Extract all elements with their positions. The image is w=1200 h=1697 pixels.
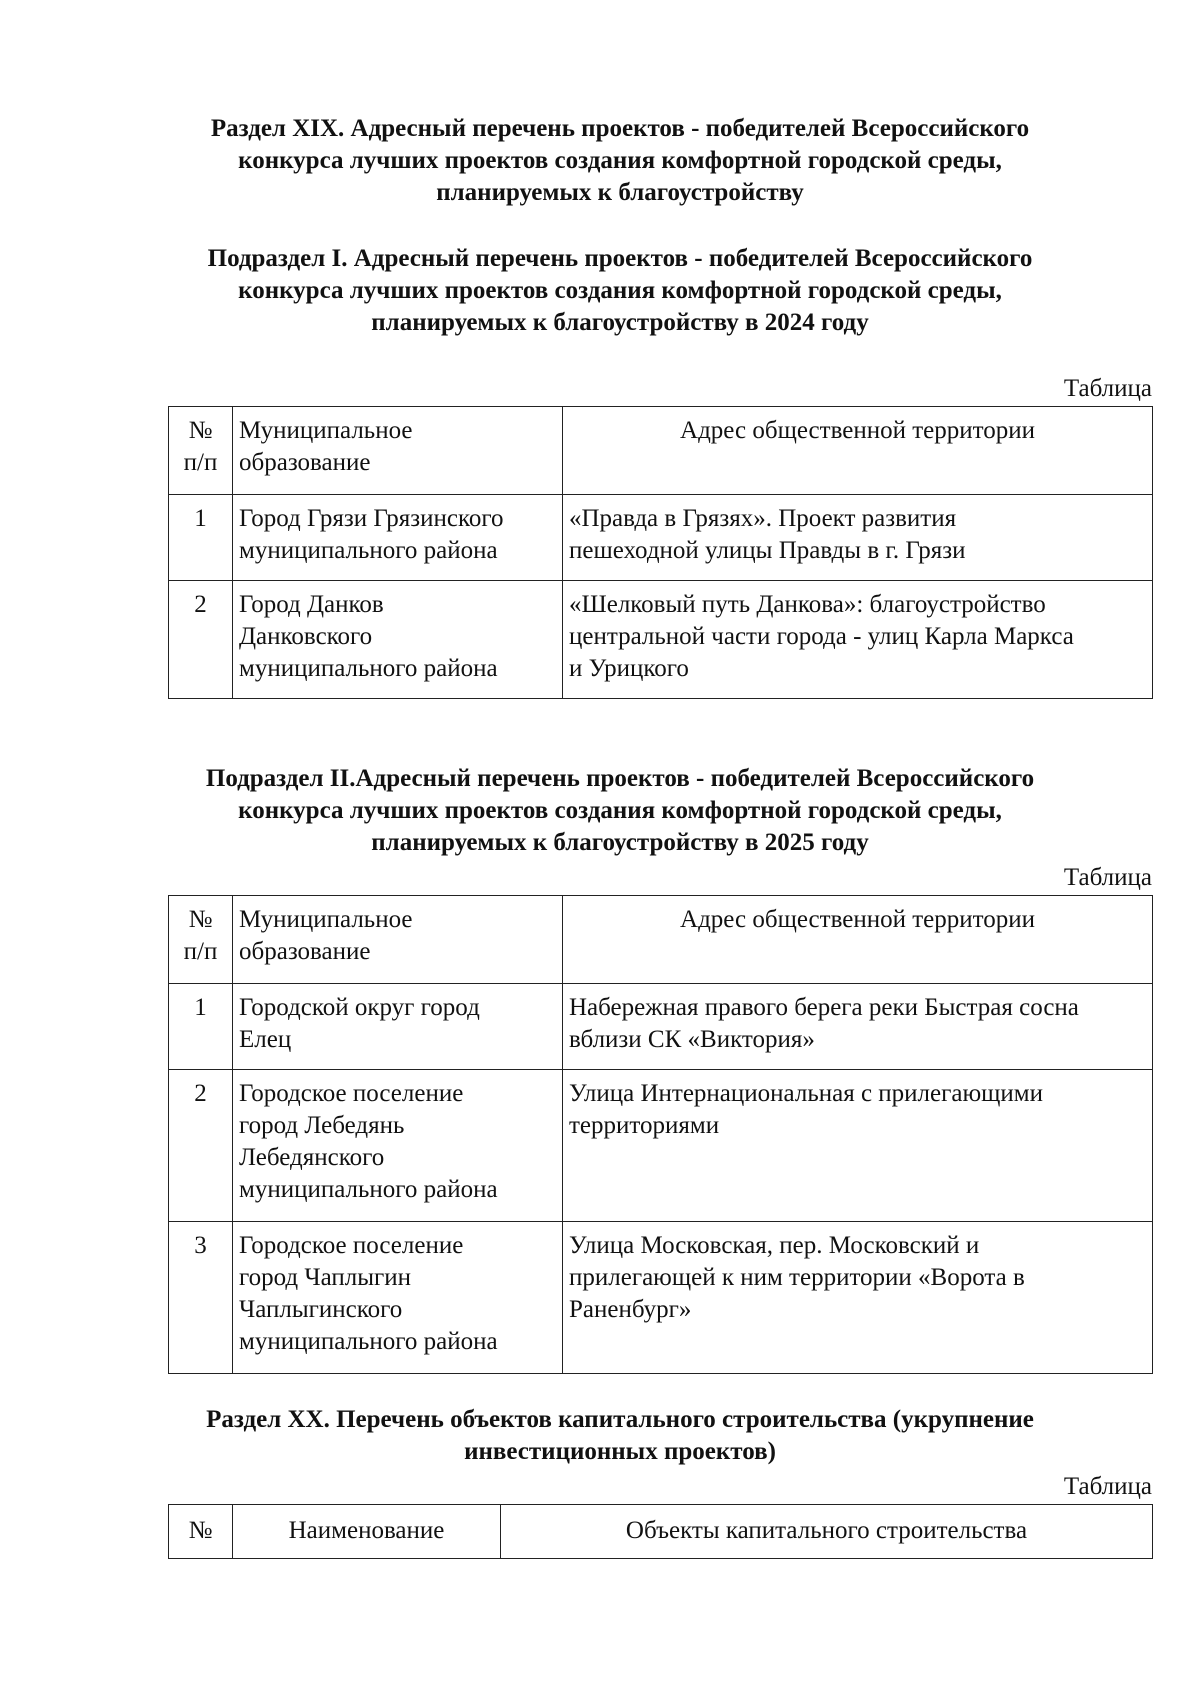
table-header-row (169, 407, 1153, 495)
header-address: Адрес общественной территории (563, 407, 1153, 495)
projects-2025-table (168, 895, 1153, 1374)
row-address: Набережная правого берега реки Быстрая сосна вблизи СК «Виктория» (563, 984, 1153, 1070)
row-number: 3 (169, 1222, 233, 1374)
row-municipality: Городской округ город Елец (233, 984, 563, 1070)
table-caption-3: Таблица (1063, 1473, 1152, 1500)
table-row (169, 1070, 1153, 1222)
row-municipality: Городское поселение город Чаплыгин Чаплыгинского муниципального района (233, 1222, 563, 1374)
header-name: Наименование (233, 1505, 501, 1559)
row-number: 1 (169, 495, 233, 581)
projects-2024-table (168, 406, 1153, 699)
table-header-row (169, 896, 1153, 984)
capital-construction-table (168, 1504, 1153, 1559)
header-number: № (169, 1505, 233, 1559)
row-municipality: Город Данков Данковского муниципального района (233, 581, 563, 699)
table-row (169, 984, 1153, 1070)
subsection-2-title: Подраздел II.Адресный перечень проектов - победителей Всероссийского конкурса лучших проектов создания комфортной городской среды, планируемых к благоустройству в 2025 году (205, 765, 1035, 856)
row-address: «Правда в Грязях». Проект развития пешеходной улицы Правды в г. Грязи (563, 495, 1153, 581)
row-number: 2 (169, 1070, 233, 1222)
row-address: Улица Интернациональная с прилегающими территориями (563, 1070, 1153, 1222)
table-caption-1: Таблица (1063, 375, 1152, 402)
row-number: 1 (169, 984, 233, 1070)
header-number: № п/п (169, 407, 233, 495)
header-address: Адрес общественной территории (563, 896, 1153, 984)
header-municipality: Муниципальное образование (233, 896, 563, 984)
header-municipality: Муниципальное образование (233, 407, 563, 495)
table-header-row (169, 1505, 1153, 1559)
section-19-title: Раздел XIX. Адресный перечень проектов - победителей Всероссийского конкурса лучших проектов создания комфортной городской среды, планируемых к благоустройству (210, 115, 1030, 206)
row-municipality: Город Грязи Грязинского муниципального района (233, 495, 563, 581)
row-number: 2 (169, 581, 233, 699)
row-municipality: Городское поселение город Лебедянь Лебедянского муниципального района (233, 1070, 563, 1222)
subsection-1-title: Подраздел I. Адресный перечень проектов - победителей Всероссийского конкурса лучших проектов создания комфортной городской среды, планируемых к благоустройству в 2024 году (207, 245, 1033, 336)
table-row (169, 1222, 1153, 1374)
section-20-title: Раздел XX. Перечень объектов капитального строительства (укрупнение инвестиционных проектов) (206, 1406, 1034, 1465)
row-address: Улица Московская, пер. Московский и прилегающей к ним территории «Ворота в Раненбург» (563, 1222, 1153, 1374)
row-address: «Шелковый путь Данкова»: благоустройство центральной части города - улиц Карла Маркса и Урицкого (563, 581, 1153, 699)
table-row (169, 495, 1153, 581)
table-caption-2: Таблица (1063, 864, 1152, 891)
header-objects: Объекты капитального строительства (501, 1505, 1153, 1559)
header-number: № п/п (169, 896, 233, 984)
table-row (169, 581, 1153, 699)
